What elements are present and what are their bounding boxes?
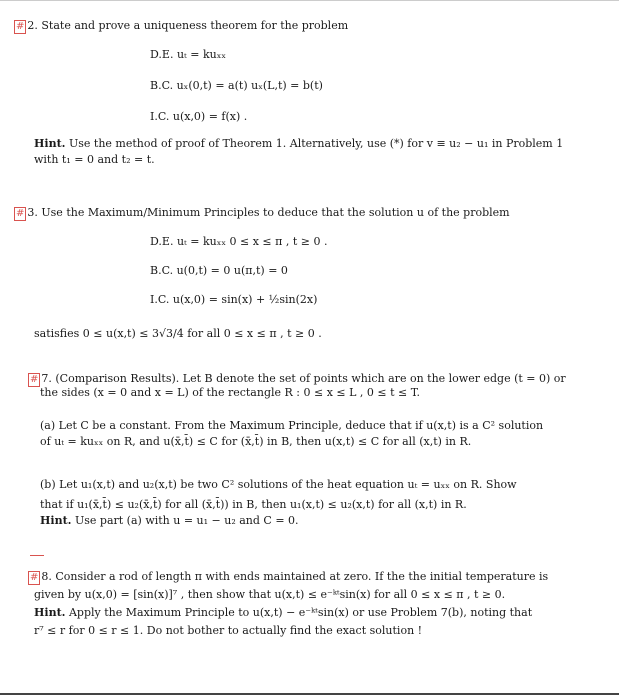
- problem-2-statement: State and prove a uniqueness theorem for the problem: [41, 19, 349, 32]
- problem-2-hint-text: Use the method of proof of Theorem 1. Alternatively, use (*) for v ≡ u₂ − u₁ in Problem 1: [68, 137, 564, 150]
- problem-7b-line2: that if u₁(x̄,t̄) ≤ u₂(x̄,t̄) for all (x̄,t̄)) in B, then u₁(x,t) ≤ u₂(x,t) for all (x,t) in R.: [40, 498, 467, 511]
- top-rule: [0, 0, 619, 1]
- red-margin-mark: [30, 555, 44, 556]
- problem-8-hint-label: Hint.: [34, 606, 66, 619]
- problem-8-hint: [34, 606, 532, 620]
- problem-2-ic: I.C. u(x,0) = f(x) .: [150, 110, 248, 123]
- problem-2-de: D.E. uₜ = kuₓₓ: [150, 48, 227, 61]
- problem-7-line2: the sides (x = 0 and x = L) of the rectangle R : 0 ≤ x ≤ L , 0 ≤ t ≤ T.: [40, 386, 420, 399]
- problem-2-hint: [34, 137, 563, 151]
- problem-3-ic: I.C. u(x,0) = sin(x) + ½sin(2x): [150, 293, 318, 306]
- problem-7a-line1: (a) Let C be a constant. From the Maximum Principle, deduce that if u(x,t) is a C² solution: [40, 419, 544, 432]
- problem-7b-hint-label: Hint.: [40, 514, 72, 527]
- problem-7-tag: #: [30, 374, 39, 385]
- problem-7b-hint-text: Use part (a) with u = u₁ − u₂ and C = 0.: [74, 514, 299, 527]
- problem-8-number: 8.: [41, 570, 52, 583]
- problem-3-statement: Use the Maximum/Minimum Principles to deduce that the solution u of the problem: [41, 206, 510, 219]
- problem-7a-line2: of uₜ = kuₓₓ on R, and u(x̄,t̄) ≤ C for (x̄,t̄) in B, then u(x,t) ≤ C for all (x,t) in R.: [40, 435, 472, 448]
- problem-3-tag: #: [16, 208, 25, 219]
- problem-2-hint-label: Hint.: [34, 137, 66, 150]
- problem-7-line1: (Comparison Results). Let B denote the set of points which are on the lower edge (t = 0) or: [55, 372, 566, 385]
- problem-2-header: [14, 19, 348, 34]
- problem-8-header: [28, 570, 548, 585]
- problem-3-conclusion: satisfies 0 ≤ u(x,t) ≤ 3√3/4 for all 0 ≤ x ≤ π , t ≥ 0 .: [34, 327, 322, 340]
- problem-2-hint-line2: with t₁ = 0 and t₂ = t.: [34, 153, 155, 166]
- problem-7-header: [28, 372, 566, 387]
- problem-3-bc: B.C. u(0,t) = 0 u(π,t) = 0: [150, 264, 288, 277]
- problem-2-number: 2.: [27, 19, 38, 32]
- problem-8-line2: given by u(x,0) = [sin(x)]⁷ , then show that u(x,t) ≤ e⁻ᵏᵗsin(x) for all 0 ≤ x ≤ π , t ≥ 0.: [34, 588, 506, 601]
- problem-3-de: D.E. uₜ = kuₓₓ 0 ≤ x ≤ π , t ≥ 0 .: [150, 235, 328, 248]
- problem-2-tag: #: [16, 21, 25, 32]
- problem-8-tag: #: [30, 572, 39, 583]
- problem-2-bc: B.C. uₓ(0,t) = a(t) uₓ(L,t) = b(t): [150, 79, 323, 92]
- problem-8-hint-line2: r⁷ ≤ r for 0 ≤ r ≤ 1. Do not bother to actually find the exact solution !: [34, 624, 423, 637]
- problem-3-number: 3.: [27, 206, 38, 219]
- problem-8-line1: Consider a rod of length π with ends maintained at zero. If the the initial temperature is: [55, 570, 549, 583]
- problem-7b-line1: (b) Let u₁(x,t) and u₂(x,t) be two C² solutions of the heat equation uₜ = uₓₓ on R. Show: [40, 478, 517, 491]
- bottom-rule: [0, 693, 619, 695]
- problem-7-number: 7.: [41, 372, 52, 385]
- problem-3-header: [14, 206, 510, 221]
- problem-8-hint-text: Apply the Maximum Principle to u(x,t) − e⁻ᵏᵗsin(x) or use Problem 7(b), noting that: [68, 606, 533, 619]
- problem-7b-hint: [40, 514, 299, 528]
